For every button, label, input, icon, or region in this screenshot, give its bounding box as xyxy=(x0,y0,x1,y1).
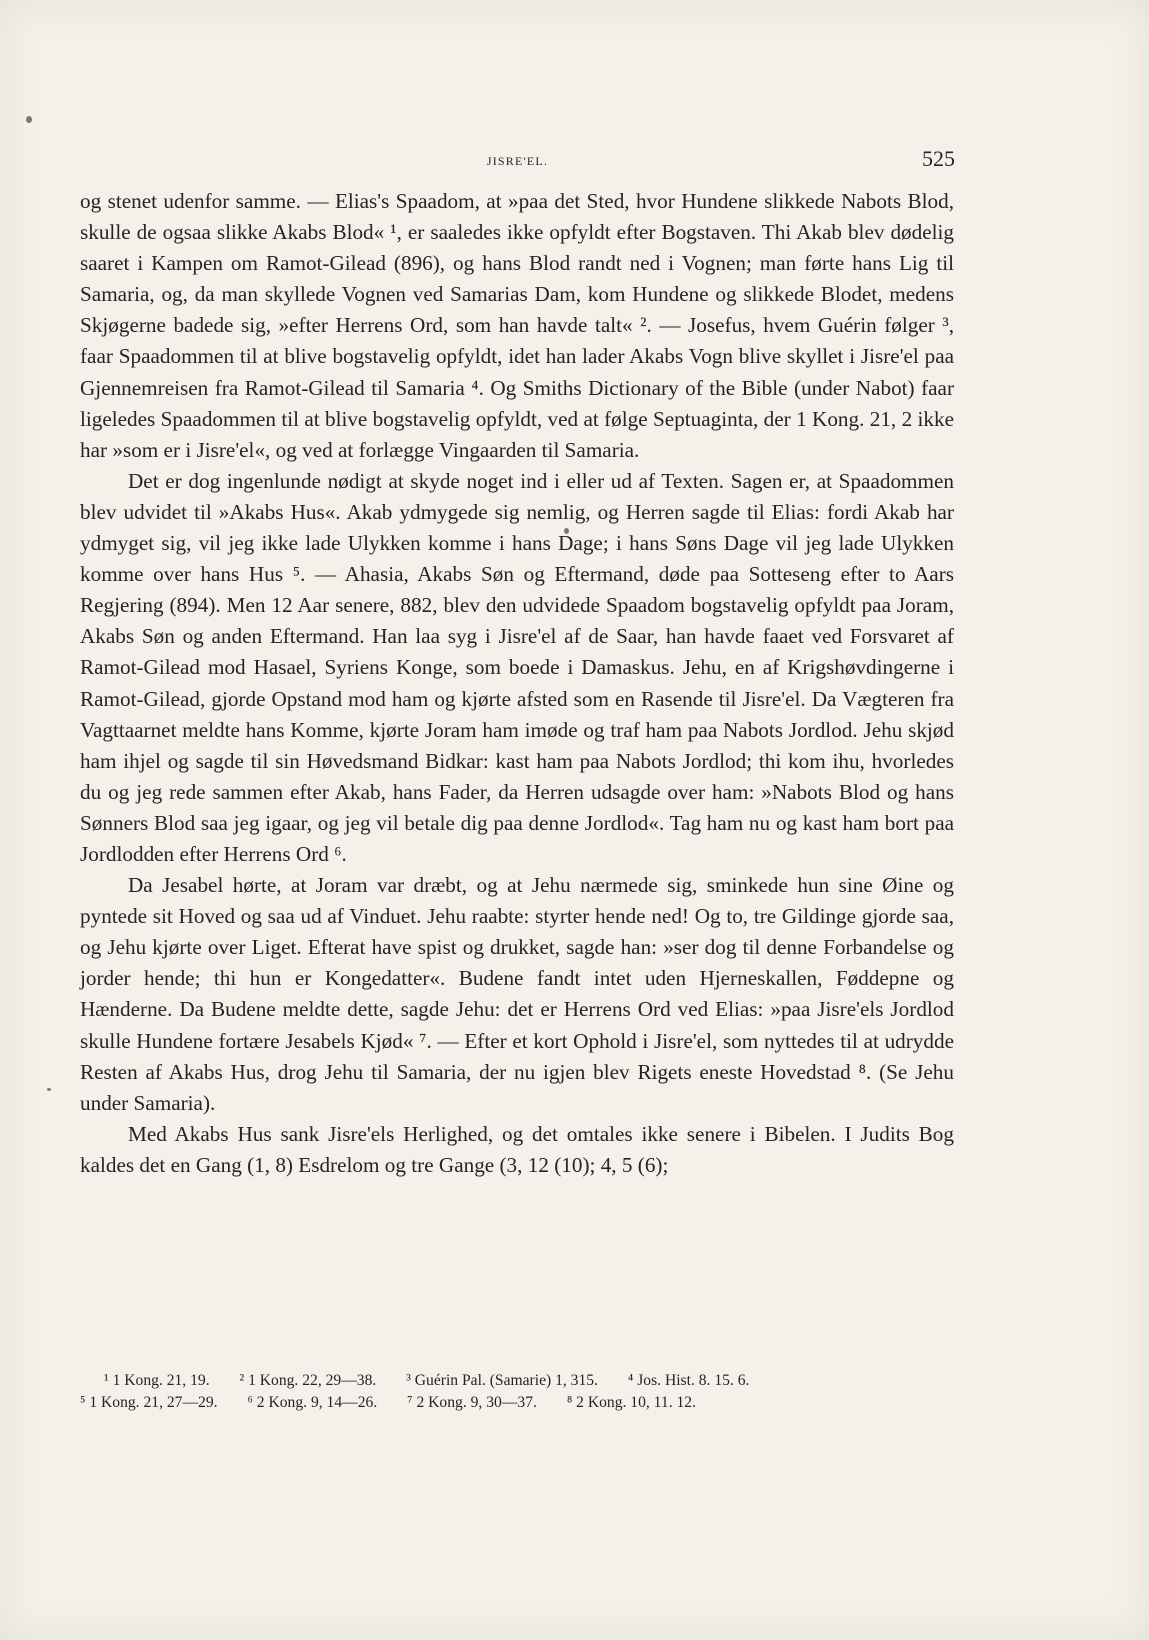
footnotes xyxy=(80,1370,954,1414)
footnote: ⁴ Jos. Hist. 8. 15. 6. xyxy=(627,1372,750,1389)
footnote: ⁵ 1 Kong. 21, 27—29. xyxy=(80,1394,218,1411)
footnote: ⁷ 2 Kong. 9, 30—37. xyxy=(407,1394,537,1411)
footnote: ¹ 1 Kong. 21, 19. xyxy=(104,1372,210,1389)
paragraph: Da Jesabel hørte, at Joram var dræbt, og at Jehu nærmede sig, sminkede hun sine Øine og pyntede sit Hoved og saa ud af Vinduet. Jehu raabte: styrter hende ned! Og to, tre Gildinge gjorde saa, og Jehu kjørte over Liget. Efterat have spist og drukket, sagde han: »ser dog til denne Forbandelse og jorder hende; thi hun er Kongedatter«. Budene fandt intet uden Hjerneskallen, Føddерne og Hænderne. Da Budene meldte dette, sagde Jehu: det er Herrens Ord ved Elias: »paa Jisre'els Jordlod skulle Hundene fortære Jesabels Kjød« ⁷. — Efter et kort Ophold i Jisre'el, som nyttedes til at udrydde Resten af Akabs Hus, drog Jehu til Samaria, der nu igjen blev Rigets eneste Hovedstad ⁸. (Se Jehu under Samaria). xyxy=(80,873,954,1115)
footnote: ² 1 Kong. 22, 29—38. xyxy=(239,1372,377,1389)
paragraph: og stenet udenfor samme. — Elias's Spaadom, at »paa det Sted, hvor Hundene slikkede Nabots Blod, skulle de ogsaa slikke Akabs Blod« ¹, er saaledes ikke opfyldt efter Bogstaven. Thi Akab blev dødelig saaret i Kampen om Ramot-Gilead (896), og hans Blod randt ned i Vognen; man førte hans Lig til Samaria, og, da man skyllede Vognen ved Samarias Dam, kom Hundene og slikkede Blodet, medens Skjøgerne badede sig, »efter Herrens Ord, som han havde talt« ². — Josefus, hvem Guérin følger ³, faar Spaadommen til at blive bogstavelig opfyldt, idet han lader Akabs Vogn blive skyllet i Jisre'el paa Gjennemreisen fra Ramot-Gilead til Samaria ⁴. Og Smiths Dictionary of the Bible (under Nabot) faar ligeledes Spaadommen til at blive bogstavelig opfyldt, ved at følge Septuaginta, der 1 Kong. 21, 2 ikke har »som er i Jisre'el«, og ved at forlægge Vingaarden til Samaria. xyxy=(80,189,954,462)
ink-spot xyxy=(47,1088,51,1091)
footnote: ⁸ 2 Kong. 10, 11. 12. xyxy=(566,1394,696,1411)
footnote: ³ Guérin Pal. (Samarie) 1, 315. xyxy=(406,1372,598,1389)
paragraph: Det er dog ingenlunde nødigt at skyde noget ind i eller ud af Texten. Sagen er, at Spaadommen blev udvidet til »Akabs Hus«. Akab ydmygede sig nemlig, og Herren sagde til Elias: fordi Akab har ydmyget sig, vil jeg ikke lade Ulykken komme i hans Dage; i hans Søns Dage vil jeg lade Ulykken komme over hans Hus ⁵. — Ahasia, Akabs Søn og Eftermand, døde paa Sotteseng efter to Aars Regjering (894). Men 12 Aar senere, 882, blev den udvidede Spaadom bogstavelig opfyldt paa Joram, Akabs Søn og anden Eftermand. Han laa syg i Jisre'el af de Saar, han havde faaet ved Forsvaret af Ramot-Gilead mod Hasael, Syriens Konge, som boede i Damaskus. Jehu, en af Krigshøvdingerne i Ramot-Gilead, gjorde Opstand mod ham og kjørte afsted som en Rasende til Jisre'el. Da Vægteren fra Vagttaarnet meldte hans Komme, kjørte Joram ham imøde og traf ham paa Nabots Jordlod. Jehu skjød ham ihjel og sagde til sin Høvedsmand Bidkar: kast ham paa Nabots Jordlod; thi kom ihu, hvorledes du og jeg rede sammen efter Akab, hans Fader, da Herren udsagde over ham: »Nabots Blod og hans Sønners Blod saa jeg igaar, og jeg vil betale dig paa denne Jordlod«. Tag ham nu og kast ham bort paa Jordlodden efter Herrens Ord ⁶. xyxy=(80,468,954,866)
body-text xyxy=(80,186,954,1181)
footnote: ⁶ 2 Kong. 9, 14—26. xyxy=(247,1394,378,1411)
paragraph: Med Akabs Hus sank Jisre'els Herlighed, og det omtales ikke senere i Bibelen. I Judits Bog kaldes det en Gang (1, 8) Esdrelom og tre Gange (3, 12 (10); 4, 5 (6); xyxy=(80,1121,954,1177)
footnote-row xyxy=(80,1392,954,1414)
ink-spot xyxy=(26,116,32,123)
running-title: JISRE'EL. xyxy=(486,154,549,168)
page-number: 525 xyxy=(922,146,955,171)
footnote-row xyxy=(80,1370,954,1392)
page-header xyxy=(80,146,955,176)
